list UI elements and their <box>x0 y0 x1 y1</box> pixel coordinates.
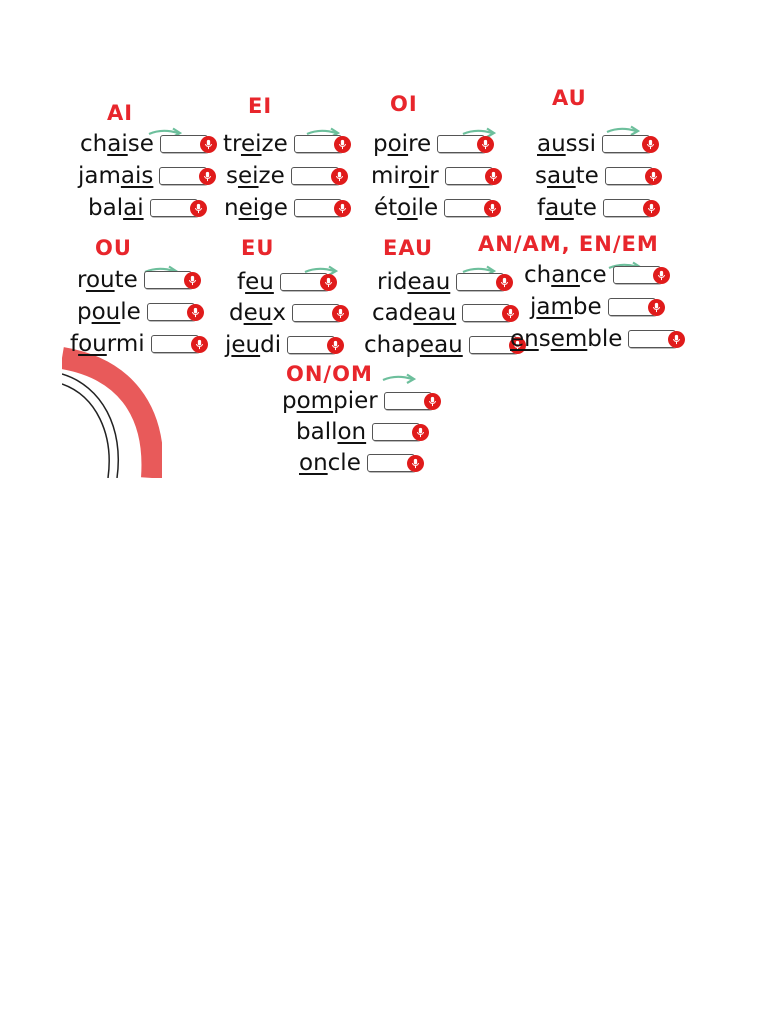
microphone-icon[interactable] <box>477 136 494 153</box>
word-part: tr <box>223 131 241 157</box>
word <box>537 131 596 157</box>
microphone-icon[interactable] <box>184 272 201 289</box>
word-part: rmi <box>106 331 145 357</box>
answer-field <box>151 335 208 353</box>
microphone-icon[interactable] <box>331 168 348 185</box>
word-part: mir <box>371 163 409 189</box>
sound-underlined: oi <box>408 163 430 189</box>
word-part: d <box>229 300 244 326</box>
answer-field <box>605 167 662 185</box>
word-part: bal <box>88 195 124 221</box>
sound-underlined: an <box>551 262 580 288</box>
word-part: ze <box>258 163 285 189</box>
answer-field <box>445 167 502 185</box>
word-row <box>78 162 216 190</box>
word-row <box>374 194 501 222</box>
sound-underlined: ai <box>123 195 144 221</box>
sound-underlined: eu <box>243 300 273 326</box>
answer-field <box>456 273 513 291</box>
word-row <box>282 387 441 415</box>
word-row <box>530 293 665 321</box>
word <box>377 269 450 295</box>
microphone-icon[interactable] <box>334 200 351 217</box>
word-part: p <box>77 299 92 325</box>
word-part: ge <box>259 195 288 221</box>
word-row <box>226 162 348 190</box>
word-part: re <box>408 131 432 157</box>
microphone-icon[interactable] <box>407 455 424 472</box>
word-row <box>70 330 208 358</box>
word <box>229 300 286 326</box>
sound-underlined: en <box>510 326 539 352</box>
word-part: cad <box>372 300 414 326</box>
word-part: r <box>77 267 86 293</box>
word-part: j <box>530 294 537 320</box>
word-row <box>225 331 344 359</box>
word <box>374 195 438 221</box>
group-heading: OI <box>390 92 418 116</box>
word-part: le <box>417 195 439 221</box>
word-row <box>237 268 337 296</box>
word <box>373 131 431 157</box>
sound-underlined: ou <box>91 299 121 325</box>
word-part: ce <box>579 262 607 288</box>
word-part: ze <box>261 131 288 157</box>
microphone-icon[interactable] <box>190 200 207 217</box>
answer-field <box>602 135 659 153</box>
group-heading: EAU <box>383 236 434 260</box>
word-row <box>224 194 351 222</box>
word-row <box>77 298 204 326</box>
word-part: f <box>537 195 546 221</box>
sound-underlined: ei <box>240 131 262 157</box>
answer-field <box>384 392 441 410</box>
microphone-icon[interactable] <box>642 136 659 153</box>
answer-field <box>160 135 217 153</box>
sound-underlined: au <box>545 195 574 221</box>
sound-underlined: au <box>537 131 566 157</box>
word <box>77 299 141 325</box>
microphone-icon[interactable] <box>485 168 502 185</box>
answer-field <box>628 330 685 348</box>
word <box>535 163 599 189</box>
answer-field <box>372 423 429 441</box>
word-part: ét <box>374 195 398 221</box>
sound-underlined: ou <box>78 331 107 357</box>
word-part: rid <box>377 269 408 295</box>
word <box>372 300 456 326</box>
microphone-icon[interactable] <box>668 331 685 348</box>
word-row <box>299 449 424 477</box>
microphone-icon[interactable] <box>187 304 204 321</box>
answer-field <box>291 167 348 185</box>
word <box>80 131 154 157</box>
answer-field <box>608 298 665 316</box>
word-part: n <box>224 195 239 221</box>
sound-underlined: ai <box>107 131 128 157</box>
word <box>88 195 144 221</box>
word-part: ch <box>80 131 108 157</box>
answer-field <box>294 135 351 153</box>
word <box>371 163 439 189</box>
word-part: pier <box>333 388 378 414</box>
answer-field <box>144 271 201 289</box>
microphone-icon[interactable] <box>320 274 337 291</box>
sound-underlined: oi <box>397 195 418 221</box>
decorative-stripe <box>62 338 162 478</box>
word-row <box>229 299 349 327</box>
answer-field <box>147 303 204 321</box>
word <box>530 294 602 320</box>
word-row <box>524 261 670 289</box>
word-row <box>372 299 519 327</box>
group-heading: EI <box>248 94 273 118</box>
group-heading: OU <box>95 236 132 260</box>
word-part: te <box>575 163 599 189</box>
word <box>225 332 281 358</box>
word-row <box>296 418 429 446</box>
word <box>78 163 153 189</box>
word-row <box>77 266 201 294</box>
microphone-icon[interactable] <box>648 299 665 316</box>
microphone-icon[interactable] <box>327 337 344 354</box>
word <box>364 332 463 358</box>
word-part: jam <box>78 163 121 189</box>
microphone-icon[interactable] <box>643 200 660 217</box>
group-heading: EU <box>241 236 275 260</box>
word-row <box>223 130 351 158</box>
word-row <box>510 325 685 353</box>
word <box>296 419 366 445</box>
word-part: be <box>572 294 602 320</box>
microphone-icon[interactable] <box>191 336 208 353</box>
word-row <box>373 130 494 158</box>
word <box>70 331 145 357</box>
microphone-icon[interactable] <box>484 200 501 217</box>
word <box>510 326 622 352</box>
word <box>299 450 361 476</box>
answer-field <box>437 135 494 153</box>
word <box>282 388 378 414</box>
sound-underlined: eu <box>231 332 261 358</box>
word-part: le <box>120 299 141 325</box>
sound-underlined: on <box>337 419 367 445</box>
microphone-icon[interactable] <box>653 267 670 284</box>
word-row <box>377 268 513 296</box>
sound-underlined: eu <box>245 269 274 295</box>
sound-underlined: ais <box>120 163 154 189</box>
microphone-icon[interactable] <box>412 424 429 441</box>
word-part: te <box>573 195 597 221</box>
group-heading: AU <box>552 86 587 110</box>
answer-field <box>462 304 519 322</box>
word <box>226 163 285 189</box>
word <box>223 131 288 157</box>
word-part: chap <box>364 332 420 358</box>
microphone-icon[interactable] <box>496 274 513 291</box>
answer-field <box>613 266 670 284</box>
microphone-icon[interactable] <box>332 305 349 322</box>
word-row <box>88 194 207 222</box>
sound-underlined: on <box>299 450 328 476</box>
word <box>537 195 597 221</box>
sound-underlined: ei <box>237 163 259 189</box>
answer-field <box>294 199 351 217</box>
word-part: se <box>127 131 154 157</box>
word-row <box>537 130 659 158</box>
group-heading: ON/OM <box>286 362 373 386</box>
word-row <box>537 194 660 222</box>
word-part: ssi <box>565 131 597 157</box>
word-part: s <box>538 326 551 352</box>
sound-underlined: eau <box>413 300 457 326</box>
word-part: j <box>225 332 232 358</box>
word-row <box>535 162 662 190</box>
microphone-icon[interactable] <box>334 136 351 153</box>
sound-underlined: ei <box>238 195 260 221</box>
sound-underlined: eau <box>407 269 451 295</box>
answer-field <box>287 336 344 354</box>
word-row <box>364 331 526 359</box>
word <box>237 269 274 295</box>
word-part: cle <box>327 450 361 476</box>
sound-underlined: au <box>546 163 576 189</box>
word-row <box>80 130 217 158</box>
word-part: f <box>70 331 79 357</box>
word-part: x <box>272 300 286 326</box>
answer-field <box>603 199 660 217</box>
sound-underlined: om <box>296 388 334 414</box>
word-part: s <box>226 163 238 189</box>
answer-field <box>292 304 349 322</box>
word-part: ball <box>296 419 338 445</box>
answer-field <box>280 273 337 291</box>
sound-underlined: em <box>550 326 588 352</box>
word-part: di <box>260 332 282 358</box>
group-heading: AI <box>107 101 134 125</box>
word-part: f <box>237 269 246 295</box>
answer-field <box>150 199 207 217</box>
word-part: s <box>535 163 547 189</box>
word-part: p <box>373 131 388 157</box>
group-heading: AN/AM, EN/EM <box>478 232 659 256</box>
arrow-right-icon <box>382 370 416 382</box>
word-part: ble <box>587 326 623 352</box>
microphone-icon[interactable] <box>424 393 441 410</box>
sound-underlined: eau <box>419 332 463 358</box>
sound-underlined: am <box>536 294 573 320</box>
word-part: p <box>282 388 297 414</box>
microphone-icon[interactable] <box>199 168 216 185</box>
word-part: ch <box>524 262 552 288</box>
answer-field <box>367 454 424 472</box>
microphone-icon[interactable] <box>502 305 519 322</box>
answer-field <box>159 167 216 185</box>
word-part: r <box>429 163 439 189</box>
word <box>77 267 138 293</box>
word-part: te <box>114 267 138 293</box>
sound-underlined: ou <box>85 267 115 293</box>
word <box>224 195 288 221</box>
sound-underlined: oi <box>387 131 409 157</box>
word <box>524 262 607 288</box>
microphone-icon[interactable] <box>200 136 217 153</box>
microphone-icon[interactable] <box>645 168 662 185</box>
answer-field <box>444 199 501 217</box>
word-row <box>371 162 502 190</box>
